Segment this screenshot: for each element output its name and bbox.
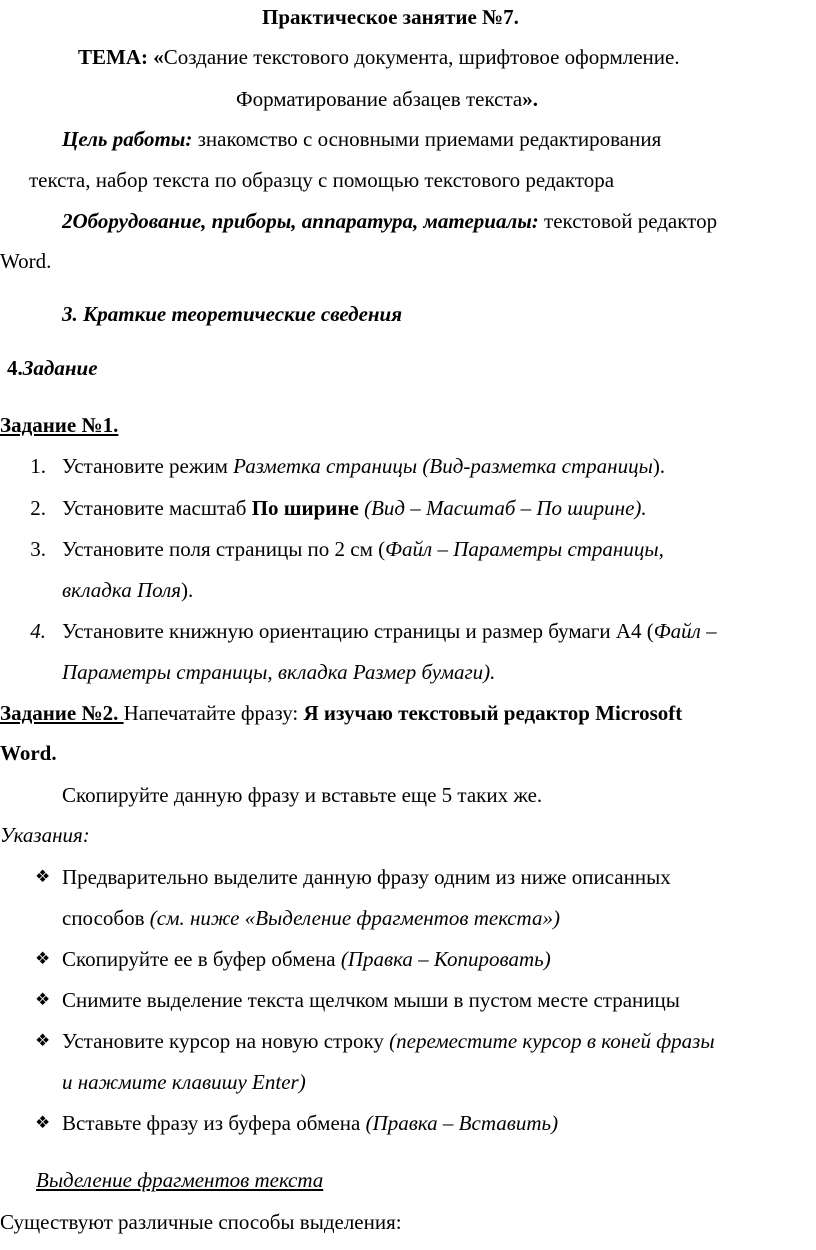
- hint-text-part: Вставьте фразу из буфера обмена: [62, 1111, 366, 1135]
- hints-label-text: Указания:: [0, 823, 90, 847]
- diamond-bullet-icon: ❖: [35, 1031, 51, 1050]
- list-number: 2.: [30, 496, 46, 520]
- item-text: Установите поля страницы по 2 см (: [62, 537, 386, 561]
- goal-text-2: текста, набор текста по образцу с помощью текстового редактора: [29, 168, 615, 192]
- task2-lead: Напечатайте фразу:: [123, 701, 304, 725]
- hint-italic: (см. ниже «Выделение фрагментов текста»): [149, 906, 560, 930]
- item-text: Установите книжную ориентацию страницы и размер бумаги А4 (: [62, 619, 654, 643]
- item-text: Установите режим: [62, 454, 234, 478]
- task2-phrase-2: Word.: [0, 741, 57, 765]
- hint-italic: (Правка – Копировать): [340, 947, 551, 971]
- task2-phrase-1: Я изучаю текстовый редактор Microsoft: [303, 701, 683, 725]
- diamond-bullet-icon: ❖: [35, 990, 51, 1009]
- item-italic: Файл –: [653, 619, 717, 643]
- diamond-bullet-icon: ❖: [35, 867, 51, 886]
- equipment-label: 2Оборудование, приборы, аппаратура, материалы:: [62, 209, 539, 233]
- list-item-text-cont: [62, 577, 193, 603]
- topic-label: ТЕМА: «: [78, 45, 164, 69]
- hint-italic: (Правка – Вставить): [365, 1111, 559, 1135]
- topic-close: ».: [522, 87, 538, 111]
- theory-text: 3. Краткие теоретические сведения: [62, 302, 403, 326]
- equipment-line-1: [62, 208, 717, 234]
- item-text: Установите масштаб: [62, 496, 252, 520]
- topic-text-1: Создание текстового документа, шрифтовое оформление.: [163, 45, 680, 69]
- hint-text-part: Предварительно выделите данную фразу одним из ниже описанных: [62, 865, 671, 889]
- task-heading: [7, 355, 98, 381]
- task2-line-1: [0, 700, 682, 726]
- goal-line-1: [62, 126, 661, 152]
- hint-text-cont: [62, 1069, 306, 1095]
- hint-text: [62, 987, 680, 1013]
- list-item-text: [62, 495, 647, 521]
- goal-text-1: знакомство с основными приемами редактирования: [192, 127, 662, 151]
- equipment-text-1: текстовой редактор: [538, 209, 718, 233]
- topic-text-2: Форматирование абзацев текста: [236, 87, 523, 111]
- list-item-text: [62, 453, 665, 479]
- hint-text-part: Снимите выделение текста щелчком мыши в пустом месте страницы: [62, 988, 680, 1012]
- hint-text: [62, 1110, 558, 1136]
- hint-italic: (переместите курсор в коней фразы: [389, 1029, 715, 1053]
- hint-text: [62, 946, 551, 972]
- selection-intro-text: Существуют различные способы выделения:: [0, 1210, 402, 1234]
- task1-title-text: Задание №1.: [0, 413, 119, 437]
- task2-line-2: [0, 740, 57, 766]
- task2-title: Задание №2.: [0, 701, 124, 725]
- selection-intro: [0, 1209, 402, 1235]
- list-item-text: [62, 536, 664, 562]
- diamond-bullet-icon: ❖: [35, 949, 51, 968]
- hint-text: [62, 864, 671, 890]
- item-bold: По ширине: [251, 496, 359, 520]
- theory-heading: [62, 301, 402, 327]
- hint-italic: и нажмите клавишу Enter): [62, 1070, 306, 1094]
- goal-label: Цель работы:: [62, 127, 193, 151]
- task1-title: [0, 412, 118, 438]
- hint-text-part: Установите курсор на новую строку: [62, 1029, 390, 1053]
- item-italic: (Вид – Масштаб – По ширине).: [358, 496, 647, 520]
- diamond-bullet-icon: ❖: [35, 1113, 51, 1132]
- item-italic: Файл – Параметры страницы,: [385, 537, 664, 561]
- task2-copy-text: Скопируйте данную фразу и вставьте еще 5 таких же.: [62, 783, 543, 807]
- hint-text-part: способов: [62, 906, 150, 930]
- list-number: 4.: [30, 619, 46, 643]
- item-text: ).: [181, 578, 194, 602]
- list-item-text: [62, 618, 717, 644]
- title-text: Практическое занятие №7.: [262, 5, 519, 29]
- item-italic: вкладка Поля: [62, 578, 182, 602]
- item-text: ).: [652, 454, 666, 478]
- page-title: [262, 4, 519, 30]
- list-number: 3.: [30, 537, 46, 561]
- topic-line-2: [236, 86, 538, 112]
- goal-line-2: [29, 167, 614, 193]
- hint-text-cont: [62, 905, 560, 931]
- task-heading-word: Задание: [22, 356, 98, 380]
- task-heading-num: 4.: [7, 356, 23, 380]
- hint-text: [62, 1028, 715, 1054]
- hint-text-part: Скопируйте ее в буфер обмена: [62, 947, 341, 971]
- topic-line-1: [78, 44, 680, 70]
- list-number: 1.: [30, 454, 46, 478]
- item-italic: Разметка страницы (Вид-разметка страницы: [233, 454, 653, 478]
- item-italic: Параметры страницы, вкладка Размер бумаги).: [62, 660, 496, 684]
- list-item-text-cont: [62, 659, 495, 685]
- equipment-text-2: Word.: [0, 249, 52, 273]
- selection-heading: [36, 1167, 323, 1193]
- selection-heading-text: Выделение фрагментов текста: [36, 1168, 324, 1192]
- task2-copy-line: [62, 782, 542, 808]
- equipment-line-2: [0, 248, 51, 274]
- hints-label: [0, 822, 90, 848]
